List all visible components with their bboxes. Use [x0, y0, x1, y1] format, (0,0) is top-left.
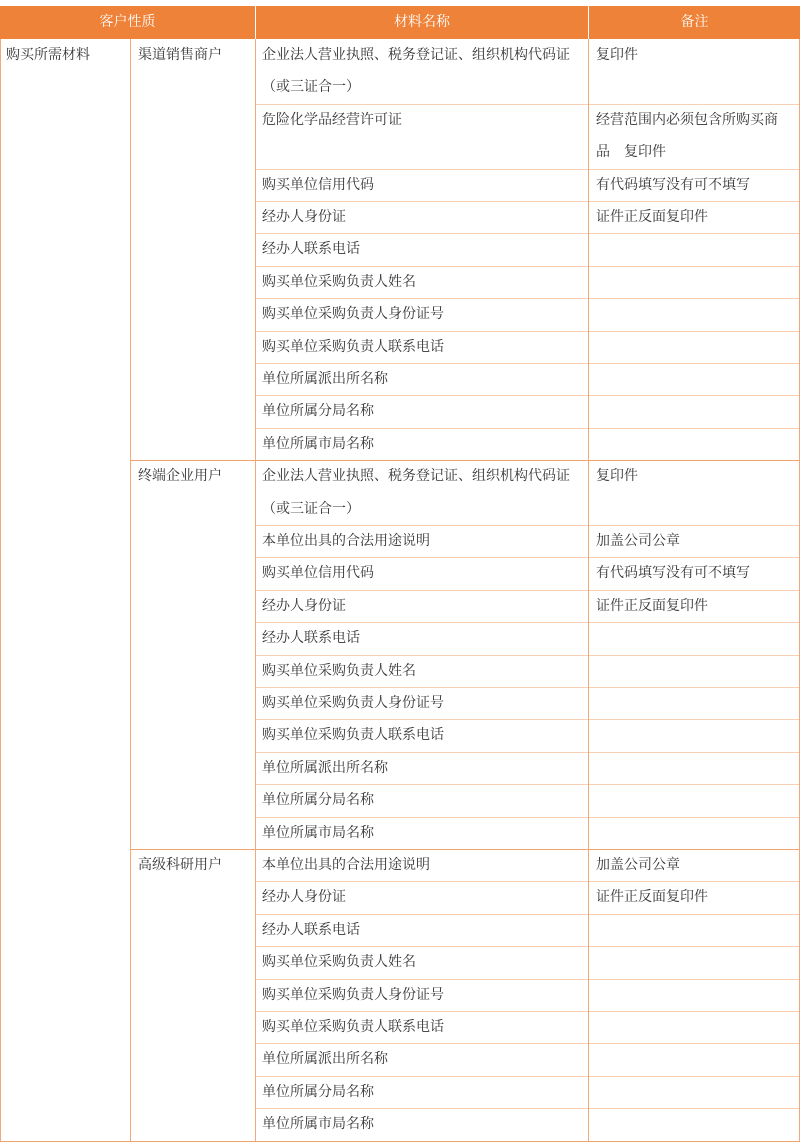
- material-cell: 企业法人营业执照、税务登记证、组织机构代码证: [262, 47, 570, 63]
- material-cell: （或三证合一）: [262, 500, 360, 517]
- group-divider: [130, 849, 800, 850]
- note-cell: 品 复印件: [596, 144, 666, 161]
- note-cell: 复印件: [596, 47, 638, 63]
- material-cell: （或三证合一）: [262, 79, 360, 96]
- material-cell: 购买单位采购负责人姓名: [262, 662, 416, 679]
- material-cell: 购买单位采购负责人身份证号: [262, 986, 444, 1003]
- material-cell: 经办人联系电话: [262, 630, 360, 647]
- material-cell: 单位所属市局名称: [262, 435, 374, 452]
- note-cell: 证件正反面复印件: [596, 209, 708, 225]
- group-label: 渠道销售商户: [138, 47, 222, 63]
- note-cell: 有代码填写没有可不填写: [596, 565, 750, 582]
- material-cell: 单位所属派出所名称: [262, 371, 388, 387]
- material-cell: 经办人联系电话: [262, 241, 360, 258]
- note-cell: 加盖公司公章: [596, 857, 680, 873]
- header-material-name: 材料名称: [256, 6, 588, 39]
- column-divider: [588, 39, 589, 1141]
- material-cell: 本单位出具的合法用途说明: [262, 857, 430, 873]
- material-cell: 本单位出具的合法用途说明: [262, 533, 430, 549]
- note-cell: 有代码填写没有可不填写: [596, 176, 750, 193]
- header-customer-type: 客户性质: [0, 6, 255, 39]
- group-label: 高级科研用户: [138, 857, 222, 873]
- material-cell: 购买单位信用代码: [262, 176, 374, 193]
- material-cell: 单位所属分局名称: [262, 792, 374, 809]
- note-cell: 经营范围内必须包含所购买商: [596, 111, 778, 128]
- material-cell: 经办人身份证: [262, 597, 346, 614]
- category-label: 购买所需材料: [6, 47, 90, 63]
- material-cell: 购买单位采购负责人联系电话: [262, 338, 444, 355]
- note-cell: 证件正反面复印件: [596, 597, 708, 614]
- material-cell: 企业法人营业执照、税务登记证、组织机构代码证: [262, 468, 570, 485]
- material-cell: 经办人身份证: [262, 889, 346, 906]
- column-divider: [130, 39, 131, 1141]
- group-label: 终端企业用户: [138, 468, 222, 485]
- material-cell: 单位所属派出所名称: [262, 1051, 388, 1068]
- material-cell: 经办人身份证: [262, 209, 346, 225]
- material-cell: 购买单位采购负责人姓名: [262, 273, 416, 290]
- material-cell: 单位所属派出所名称: [262, 759, 388, 776]
- material-cell: 购买单位采购负责人身份证号: [262, 695, 444, 711]
- material-cell: 单位所属分局名称: [262, 1083, 374, 1100]
- column-divider: [0, 39, 1, 1141]
- material-cell: 单位所属市局名称: [262, 1116, 374, 1133]
- material-cell: 购买单位采购负责人联系电话: [262, 1019, 444, 1035]
- material-cell: 购买单位采购负责人姓名: [262, 954, 416, 971]
- column-divider: [255, 39, 256, 1141]
- material-cell: 危险化学品经营许可证: [262, 111, 402, 128]
- header-note: 备注: [589, 6, 800, 39]
- note-cell: 复印件: [596, 468, 638, 485]
- material-cell: 经办人联系电话: [262, 921, 360, 938]
- note-cell: 证件正反面复印件: [596, 889, 708, 906]
- material-cell: 购买单位信用代码: [262, 565, 374, 582]
- table-bottom-border: [0, 1141, 800, 1142]
- material-cell: 购买单位采购负责人身份证号: [262, 306, 444, 323]
- material-cell: 单位所属市局名称: [262, 824, 374, 841]
- material-cell: 购买单位采购负责人联系电话: [262, 727, 444, 744]
- material-cell: 单位所属分局名称: [262, 403, 374, 420]
- note-cell: 加盖公司公章: [596, 533, 680, 549]
